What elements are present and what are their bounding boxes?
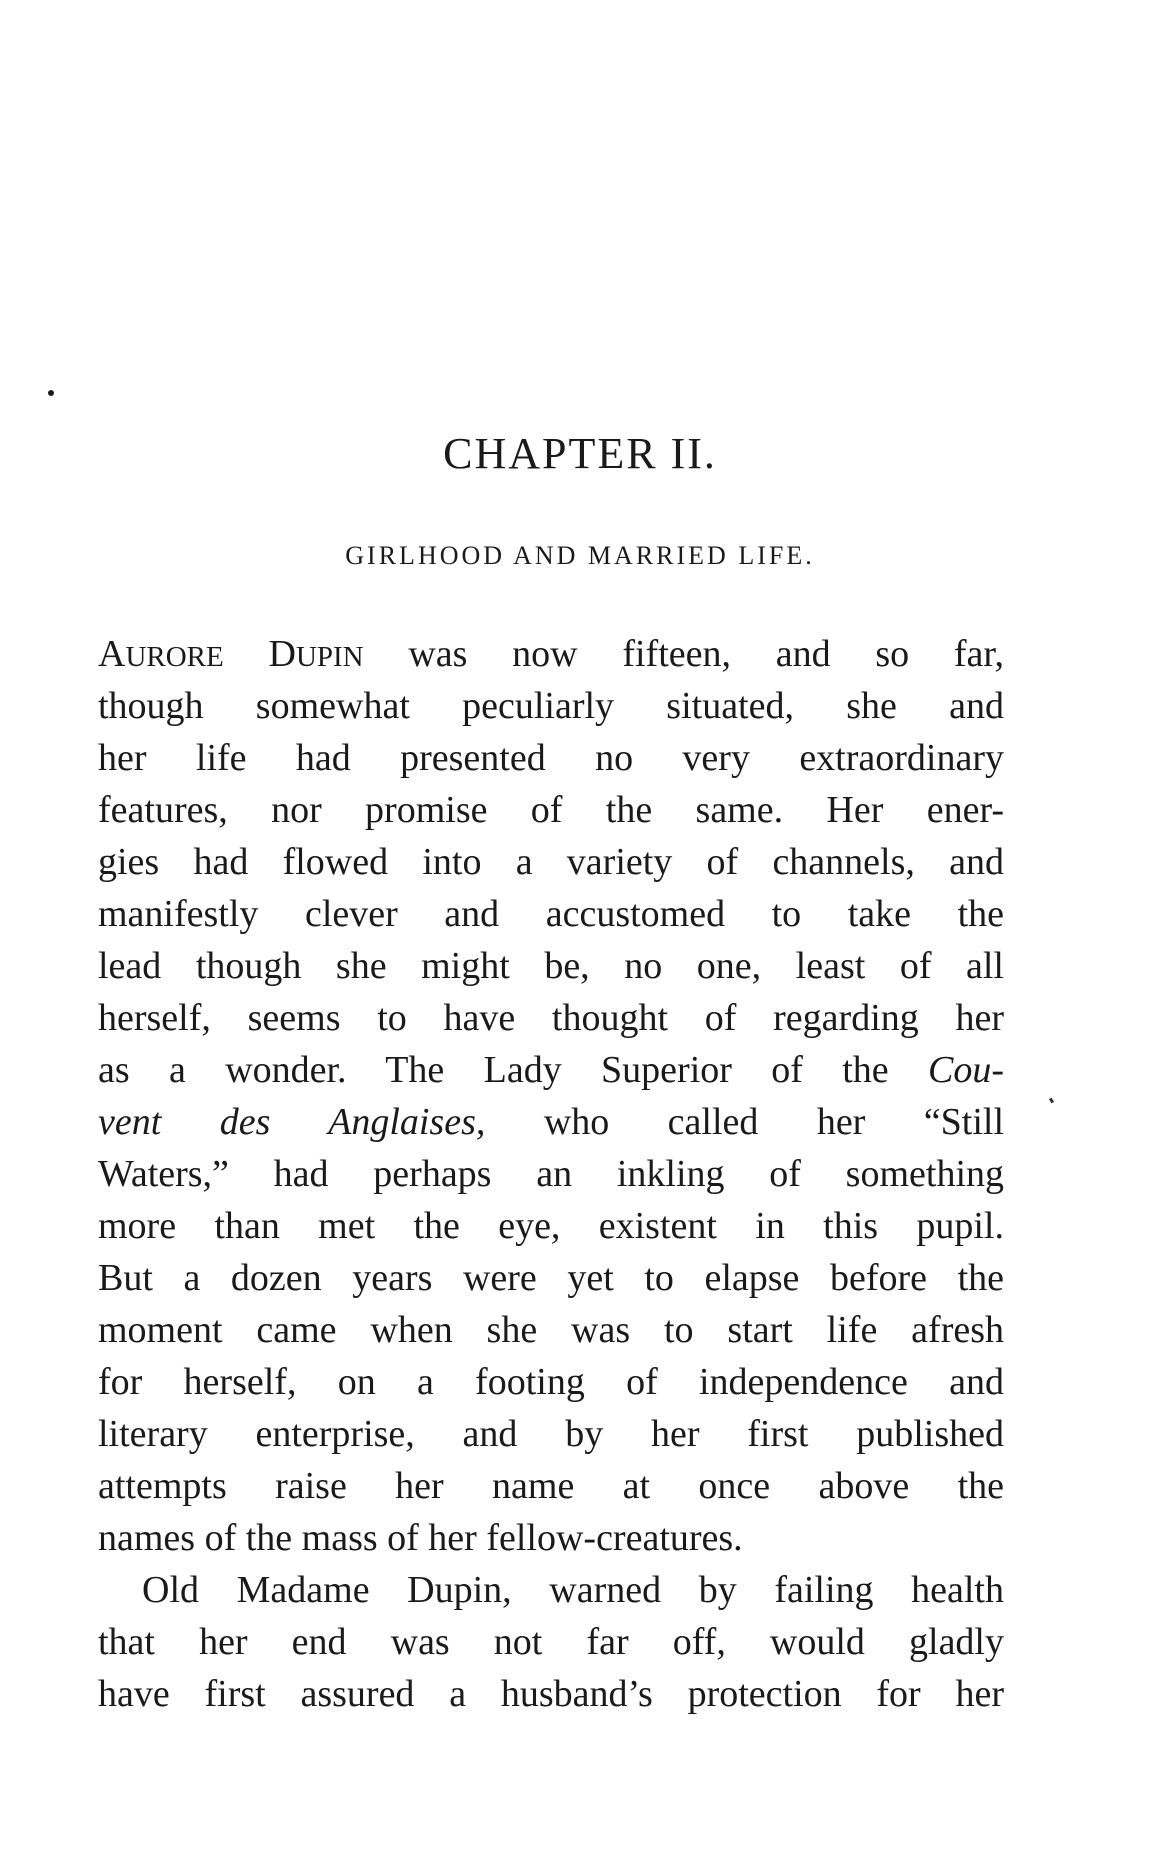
paragraph-2 [98,1564,1004,1720]
text-line: features, nor promise of the same. Her ener- [98,789,1004,831]
stray-tick-mark [1049,1098,1054,1104]
surname-initial: D [268,633,296,675]
text-line: more than met the eye, existent in this pupil. [98,1205,1004,1247]
text-line [98,1096,1004,1148]
name-smallcaps: URORE [125,641,224,673]
paragraph-1 [98,628,1004,1564]
text-line: though somewhat peculiarly situated, she and [98,685,1004,727]
text-line: attempts raise her name at once above the [98,1465,1004,1507]
text-line: Old Madame Dupin, warned by failing health [142,1569,1004,1611]
italic-text: Cou- [928,1049,1004,1091]
text-line: But a dozen years were yet to elapse before the [98,1257,1004,1299]
line-text: as a wonder. The Lady Superior of the [98,1049,928,1091]
stray-dot-mark [48,390,54,396]
line-text: who called her “Still [485,1101,1004,1143]
body-text [98,628,1004,1720]
name-initial: A [98,633,126,675]
text-line: lead though she might be, no one, least of all [98,945,1004,987]
line-text: was now fifteen, and so far, [363,633,1004,675]
text-line: literary enterprise, and by her first published [98,1413,1004,1455]
text-line: have first assured a husband’s protection for her [98,1673,1004,1715]
text-line: names of the mass of her fellow-creatures. [98,1517,743,1559]
chapter-subtitle: GIRLHOOD AND MARRIED LIFE. [345,541,815,570]
text-line: her life had presented no very extraordinary [98,737,1004,779]
text-line: gies had flowed into a variety of channels, and [98,841,1004,883]
text-line: Waters,” had perhaps an inkling of something [98,1153,1004,1195]
text-line: that her end was not far off, would gladly [98,1621,1004,1663]
text-line [98,628,1004,680]
text-line: for herself, on a footing of independence and [98,1361,1004,1403]
surname-smallcaps: UPIN [295,641,364,673]
italic-text: vent des Anglaises, [98,1101,486,1143]
text-line: herself, seems to have thought of regarding her [98,997,1004,1039]
text-line [98,1044,1004,1096]
chapter-title: CHAPTER II. [443,429,717,478]
text-line: manifestly clever and accustomed to take the [98,893,1004,935]
text-line: moment came when she was to start life afresh [98,1309,1004,1351]
